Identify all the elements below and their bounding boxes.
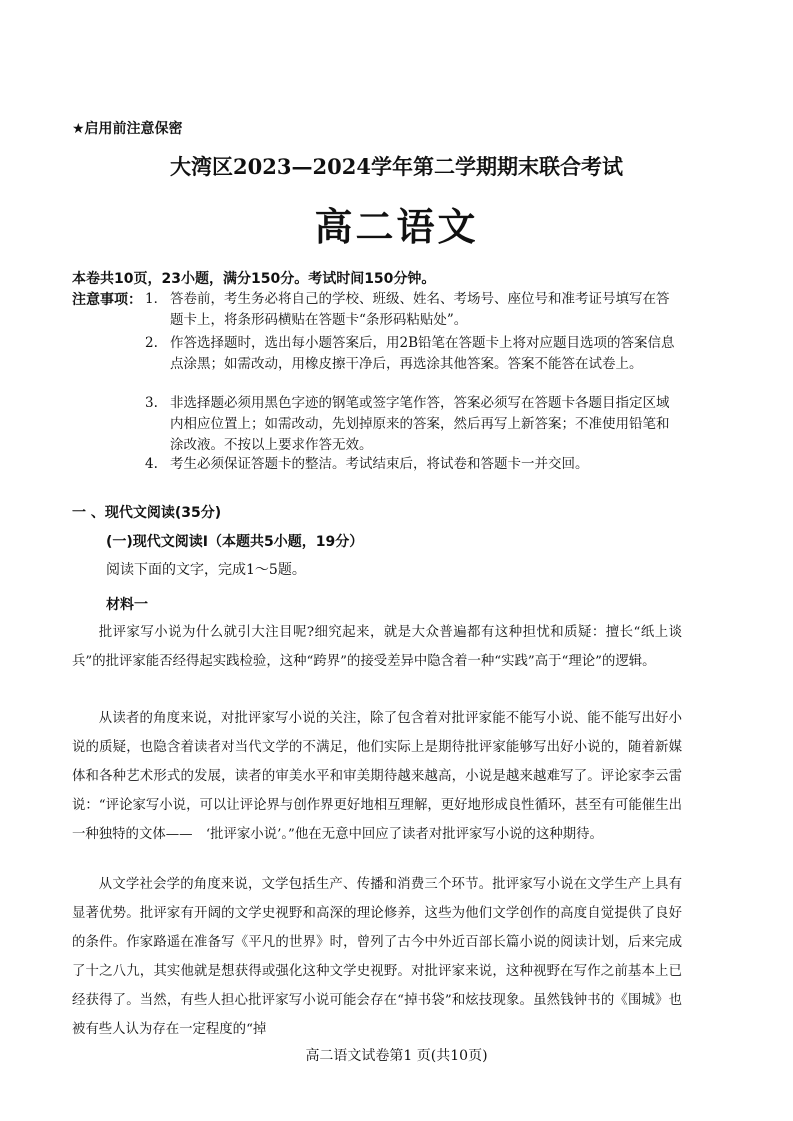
page-footer: 高二语文试卷第1 页(共10页) <box>305 1048 488 1064</box>
body-paragraph: 从文学社会学的角度来说，文学包括生产、传播和消费三个环节。批评家写小说在文学生产上具有显著优势。批评家有开阔的文学史视野和高深的理论修养，这些为他们文学创作的高度自觉提供了良好的条件。作家路遥在准备写《平凡的世界》时，曾列了古今中外近百部长篇小说的阅读计划，后来完成了十之八九，其实他就是想获得或强化这种文学史视野。对批评家来说，这种视野在写作之前基本上已经获得了。当然，有些人担心批评家写小说可能会存在“掉书袋”和炫技现象。虽然钱钟书的《围城》也被有些人认为存在一定程度的“掉 <box>72 877 682 1037</box>
confidential-mark: ★启用前注意保密 <box>72 121 183 137</box>
notice-item-number: 2. <box>145 335 158 351</box>
notice-item-text: 作答选择题时，选出每小题答案后，用2B铅笔在答题卡上将对应题目选项的答案信息点涂黑；如需改动，用橡皮擦干净后，再选涂其他答案。答案不能答在试卷上。 <box>170 335 675 372</box>
notice-item-number: 1． <box>145 291 168 307</box>
material-label: 材料一 <box>106 597 148 613</box>
notice-item-text: 考生必须保证答题卡的整洁。考试结束后，将试卷和答题卡一并交回。 <box>170 456 589 472</box>
notice-item-text: 答卷前，考生务必将自己的学校、班级、姓名、考场号、座位号和准考证号填写在答题卡上，将条形码横贴在答题卡“条形码粘贴处”。 <box>170 291 670 328</box>
notice-item-number: 3. <box>145 395 158 411</box>
exam-summary: 本卷共10页，23小题，满分150分。考试时间150分钟。 <box>72 271 436 287</box>
body-paragraph: 从读者的角度来说，对批评家写小说的关注，除了包含着对批评家能不能写小说、能不能写出好小说的质疑，也隐含着读者对当代文学的不满足，他们实际上是期待批评家能够写出好小说的，随着新媒体和各种艺术形式的发展，读者的审美水平和审美期待越来越高，小说是越来越难写了。评论家李云雷说：“评论家写小说，可以让评论界与创作界更好地相互理解，更好地形成良性循环，甚至有可能催生出一种独特的文体—— ‘批评家小说’。”他在无意中回应了读者对批评家写小说的这种期待。 <box>72 711 682 842</box>
section-heading: 一 、现代文阅读(35分) <box>72 505 222 521</box>
subsection-heading: (一)现代文阅读Ⅰ（本题共5小题，19分） <box>106 534 364 550</box>
reading-instruction: 阅读下面的文字，完成1～5题。 <box>106 562 306 578</box>
exam-title: 大湾区2023—2024学年第二学期期末联合考试 <box>170 154 623 179</box>
notice-item-number: 4. <box>145 456 158 472</box>
notice-label: 注意事项： <box>72 292 142 308</box>
body-paragraph: 批评家写小说为什么就引大注目呢?细究起来，就是大众普遍都有这种担忧和质疑：擅长“纸上谈兵”的批评家能否经得起实践检验，这种“跨界”的接受差异中隐含着一种“实践”高于“理论”的逻辑。 <box>72 625 682 669</box>
subject-title: 高二语文 <box>314 204 479 249</box>
notice-item-text: 非选择题必须用黑色字迹的钢笔或签字笔作答，答案必须写在答题卡各题目指定区域内相应位置上；如需改动，先划掉原来的答案，然后再写上新答案；不准使用铅笔和涂改液。不按以上要求作答无效。 <box>170 395 670 453</box>
